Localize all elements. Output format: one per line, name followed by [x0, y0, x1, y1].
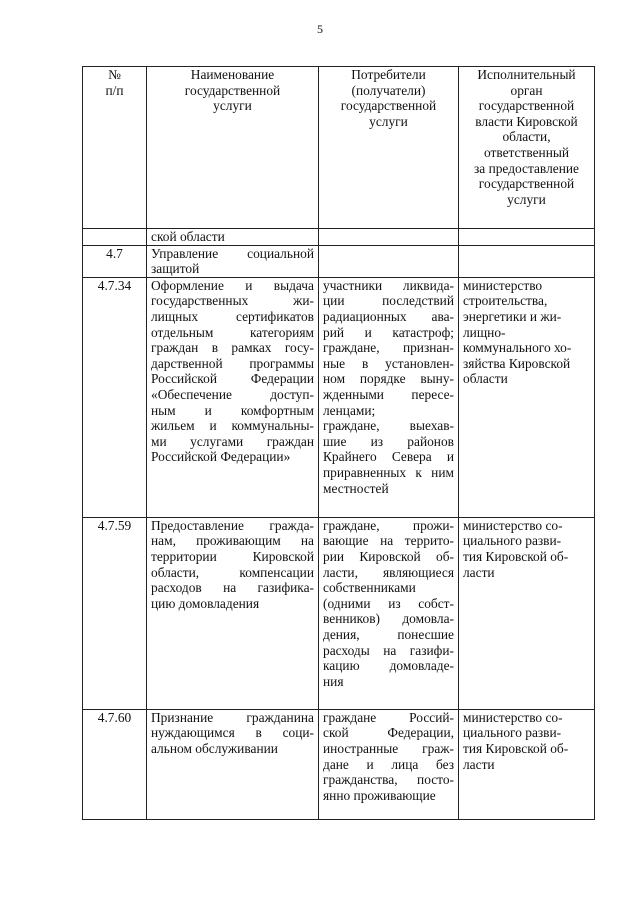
continuation-cell-3: [319, 229, 459, 246]
text-line: местностей: [323, 480, 389, 496]
text-line: ленцами;: [323, 402, 376, 418]
text-line: Предоставление гражда-: [151, 517, 314, 533]
text-line: лищно-: [463, 324, 506, 340]
row-number: 4.7.34: [83, 277, 147, 517]
text-line: дарственной программы: [151, 355, 314, 371]
row-executor: [459, 277, 595, 517]
section-name: [147, 245, 319, 277]
section-row: [83, 245, 595, 277]
text-line: радиационных ава-: [323, 308, 454, 324]
text-line: циального разви-: [463, 533, 562, 549]
text-line: «Обеспечение доступ-: [151, 386, 314, 402]
text-line: граждане, выехав-: [323, 418, 454, 434]
text-line: ным и комфортным: [151, 402, 314, 418]
text-line: отдельным категориям: [151, 324, 314, 340]
text-line: ласти: [463, 756, 495, 772]
text-line: лищных сертификатов: [151, 308, 314, 324]
text-line: янно проживающие: [323, 787, 436, 803]
text-line: ные в установлен-: [323, 355, 454, 371]
header-number: [83, 67, 147, 229]
text-line: венников) домовла-: [323, 611, 454, 627]
table-header-row: [83, 67, 595, 229]
text-line: государственной: [340, 98, 437, 114]
text-line: энергетики и жи-: [463, 308, 562, 324]
text-line: жденными пересе-: [323, 386, 454, 402]
text-line: Наименование: [190, 67, 275, 82]
text-line: услуги: [507, 191, 546, 207]
text-line: защитой: [151, 261, 200, 277]
text-line: министерство со-: [463, 517, 563, 533]
text-line: ской Федерации,: [323, 725, 454, 741]
text-line: п/п: [105, 82, 124, 98]
row-service-name: [147, 277, 319, 517]
text-line: тия Кировской об-: [463, 740, 569, 756]
page-number: 5: [317, 22, 323, 36]
text-line: Потребители: [351, 67, 426, 82]
table-row: [83, 517, 595, 709]
continuation-row: [83, 229, 595, 246]
text-line: министерство со-: [463, 709, 563, 725]
text-line: области: [463, 371, 508, 387]
text-line: жильем и коммунальны-: [151, 418, 314, 434]
text-line: ласти, являющиеся: [323, 564, 454, 580]
text-line: циального разви-: [463, 725, 562, 741]
header-service-name: [147, 67, 319, 229]
text-line: Оформление и выдача: [151, 277, 314, 293]
text-line: услуги: [369, 113, 408, 129]
text-line: орган: [510, 82, 543, 98]
text-line: расходов на газифика-: [151, 580, 314, 596]
text-line: области, компенсации: [151, 564, 314, 580]
text-line: рии Кировской об-: [323, 548, 454, 564]
text-line: Российской Федерации: [151, 371, 314, 387]
text-line: государственной: [478, 176, 575, 192]
text-line: граждане Россий-: [323, 709, 454, 725]
text-line: Исполнительный: [477, 67, 576, 82]
continuation-cell-2: ской области: [147, 229, 319, 246]
text-line: иностранные граж-: [323, 740, 454, 756]
text-line: коммунального хо-: [463, 340, 572, 356]
text-line: ласти: [463, 564, 495, 580]
text-line: расходы на газифи-: [323, 642, 454, 658]
text-line: Признание гражданина: [151, 709, 314, 725]
text-line: граждане, прожи-: [323, 517, 454, 533]
text-line: области,: [502, 129, 551, 145]
text-line: Российской Федерации»: [151, 449, 291, 465]
text-line: гражданства, посто-: [323, 772, 454, 788]
text-line: ответственный: [483, 144, 570, 160]
row-executor: [459, 517, 595, 709]
text-line: рий и катастроф;: [323, 324, 454, 340]
text-line: альном обслуживании: [151, 740, 278, 756]
text-line: №: [108, 67, 121, 82]
text-line: цию домовладения: [151, 595, 260, 611]
text-line: государственной: [478, 98, 575, 114]
text-line: шие из районов: [323, 433, 454, 449]
text-line: Управление социальной: [151, 245, 314, 261]
header-executor: [459, 67, 595, 229]
text-line: зяйства Кировской: [463, 355, 571, 371]
text-line: ми услугами граждан: [151, 433, 314, 449]
row-service-name: [147, 709, 319, 819]
text-line: государственных жи-: [151, 293, 314, 309]
text-line: услуги: [213, 98, 252, 114]
text-line: нуждающимся в соци-: [151, 725, 314, 741]
section-empty-cell: [459, 245, 595, 277]
row-number: 4.7.59: [83, 517, 147, 709]
table-row: [83, 277, 595, 517]
text-line: нам, проживающим на: [151, 533, 314, 549]
text-line: граждане, признан-: [323, 340, 454, 356]
row-consumers: [319, 709, 459, 819]
text-line: ции последствий: [323, 293, 454, 309]
text-line: кацию домовладе-: [323, 658, 454, 674]
text-line: собственниками: [323, 580, 416, 596]
text-line: дения, понесшие: [323, 626, 454, 642]
continuation-cell-1: [83, 229, 147, 246]
text-line: власти Кировской: [475, 113, 578, 129]
row-executor: [459, 709, 595, 819]
text-line: (получатели): [351, 82, 426, 98]
text-line: участники ликвида-: [323, 277, 454, 293]
text-line: тия Кировской об-: [463, 548, 569, 564]
section-empty-cell: [319, 245, 459, 277]
text-line: ном порядке выну-: [323, 371, 454, 387]
row-service-name: [147, 517, 319, 709]
text-line: территории Кировской: [151, 548, 314, 564]
text-line: Крайнего Севера и: [323, 449, 454, 465]
continuation-cell-4: [459, 229, 595, 246]
row-consumers: [319, 517, 459, 709]
text-line: ния: [323, 673, 344, 689]
table-row: [83, 709, 595, 819]
text-line: вающие на террито-: [323, 533, 454, 549]
services-table: [82, 66, 595, 820]
row-consumers: [319, 277, 459, 517]
text-line: министерство: [463, 277, 543, 293]
text-line: граждан в рамках госу-: [151, 340, 314, 356]
text-line: государственной: [184, 82, 281, 98]
text-line: дане и лица без: [323, 756, 454, 772]
text-line: строительства,: [463, 293, 548, 309]
text-line: за предоставление: [473, 160, 579, 176]
text-line: приравненных к ним: [323, 464, 454, 480]
header-consumers: [319, 67, 459, 229]
section-number: 4.7: [83, 245, 147, 277]
text-line: (одними из собст-: [323, 595, 454, 611]
row-number: 4.7.60: [83, 709, 147, 819]
